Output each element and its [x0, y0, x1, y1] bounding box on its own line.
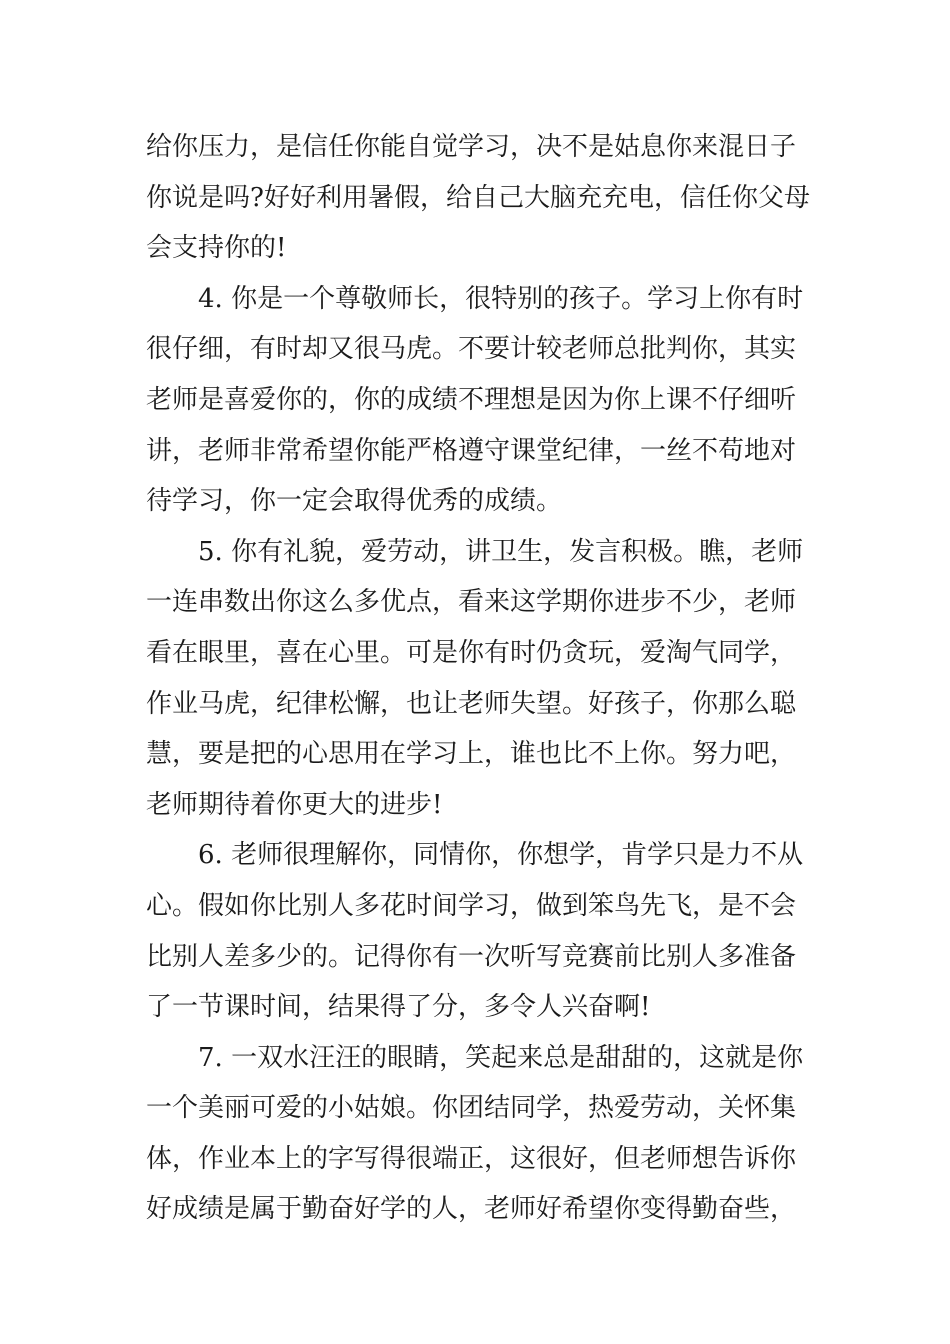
text-line: 老师期待着你更大的进步! — [146, 789, 443, 820]
paragraph-first-line: 5. 你有礼貌，爱劳动，讲卫生，发言积极。瞧，老师 — [198, 536, 804, 567]
paragraph-first-line: 4. 你是一个尊敬师长，很特别的孩子。学习上你有时 — [198, 283, 804, 314]
text-line: 很仔细，有时却又很马虎。不要计较老师总批判你，其实 — [146, 334, 797, 365]
text-line: 慧，要是把的心思用在学习上，谁也比不上你。努力吧， — [146, 739, 797, 770]
text-line: 好成绩是属于勤奋好学的人，老师好希望你变得勤奋些， — [146, 1194, 797, 1225]
text-line: 老师是喜爱你的，你的成绩不理想是因为你上课不仔细听 — [146, 384, 797, 415]
paragraph-first-line: 7. 一双水汪汪的眼睛，笑起来总是甜甜的，这就是你 — [198, 1042, 804, 1073]
document-body — [146, 122, 811, 1235]
text-line: 一个美丽可爱的小姑娘。你团结同学，热爱劳动，关怀集 — [146, 1093, 797, 1124]
text-line: 你说是吗?好好利用暑假，给自己大脑充充电，信任你父母 — [146, 182, 810, 213]
text-line: 会支持你的! — [146, 233, 287, 264]
text-line: 心。假如你比别人多花时间学习，做到笨鸟先飞，是不会 — [146, 890, 797, 921]
text-line: 了一节课时间，结果得了分，多令人兴奋啊! — [146, 992, 651, 1023]
text-line: 讲，老师非常希望你能严格遵守课堂纪律，一丝不苟地对 — [146, 435, 797, 466]
text-line: 比别人差多少的。记得你有一次听写竞赛前比别人多准备 — [146, 941, 797, 972]
text-line: 作业马虎，纪律松懈，也让老师失望。好孩子，你那么聪 — [146, 688, 797, 719]
text-line: 给你压力，是信任你能自觉学习，决不是姑息你来混日子 — [146, 132, 797, 162]
text-line: 看在眼里，喜在心里。可是你有时仍贪玩，爱淘气同学， — [146, 637, 797, 668]
text-line: 待学习，你一定会取得优秀的成绩。 — [146, 486, 563, 517]
text-line: 体，作业本上的字写得很端正，这很好，但老师想告诉你 — [146, 1143, 797, 1174]
text-line: 一连串数出你这么多优点，看来这学期你进步不少，老师 — [146, 587, 797, 618]
paragraph-first-line: 6. 老师很理解你，同情你，你想学，肯学只是力不从 — [198, 840, 804, 871]
